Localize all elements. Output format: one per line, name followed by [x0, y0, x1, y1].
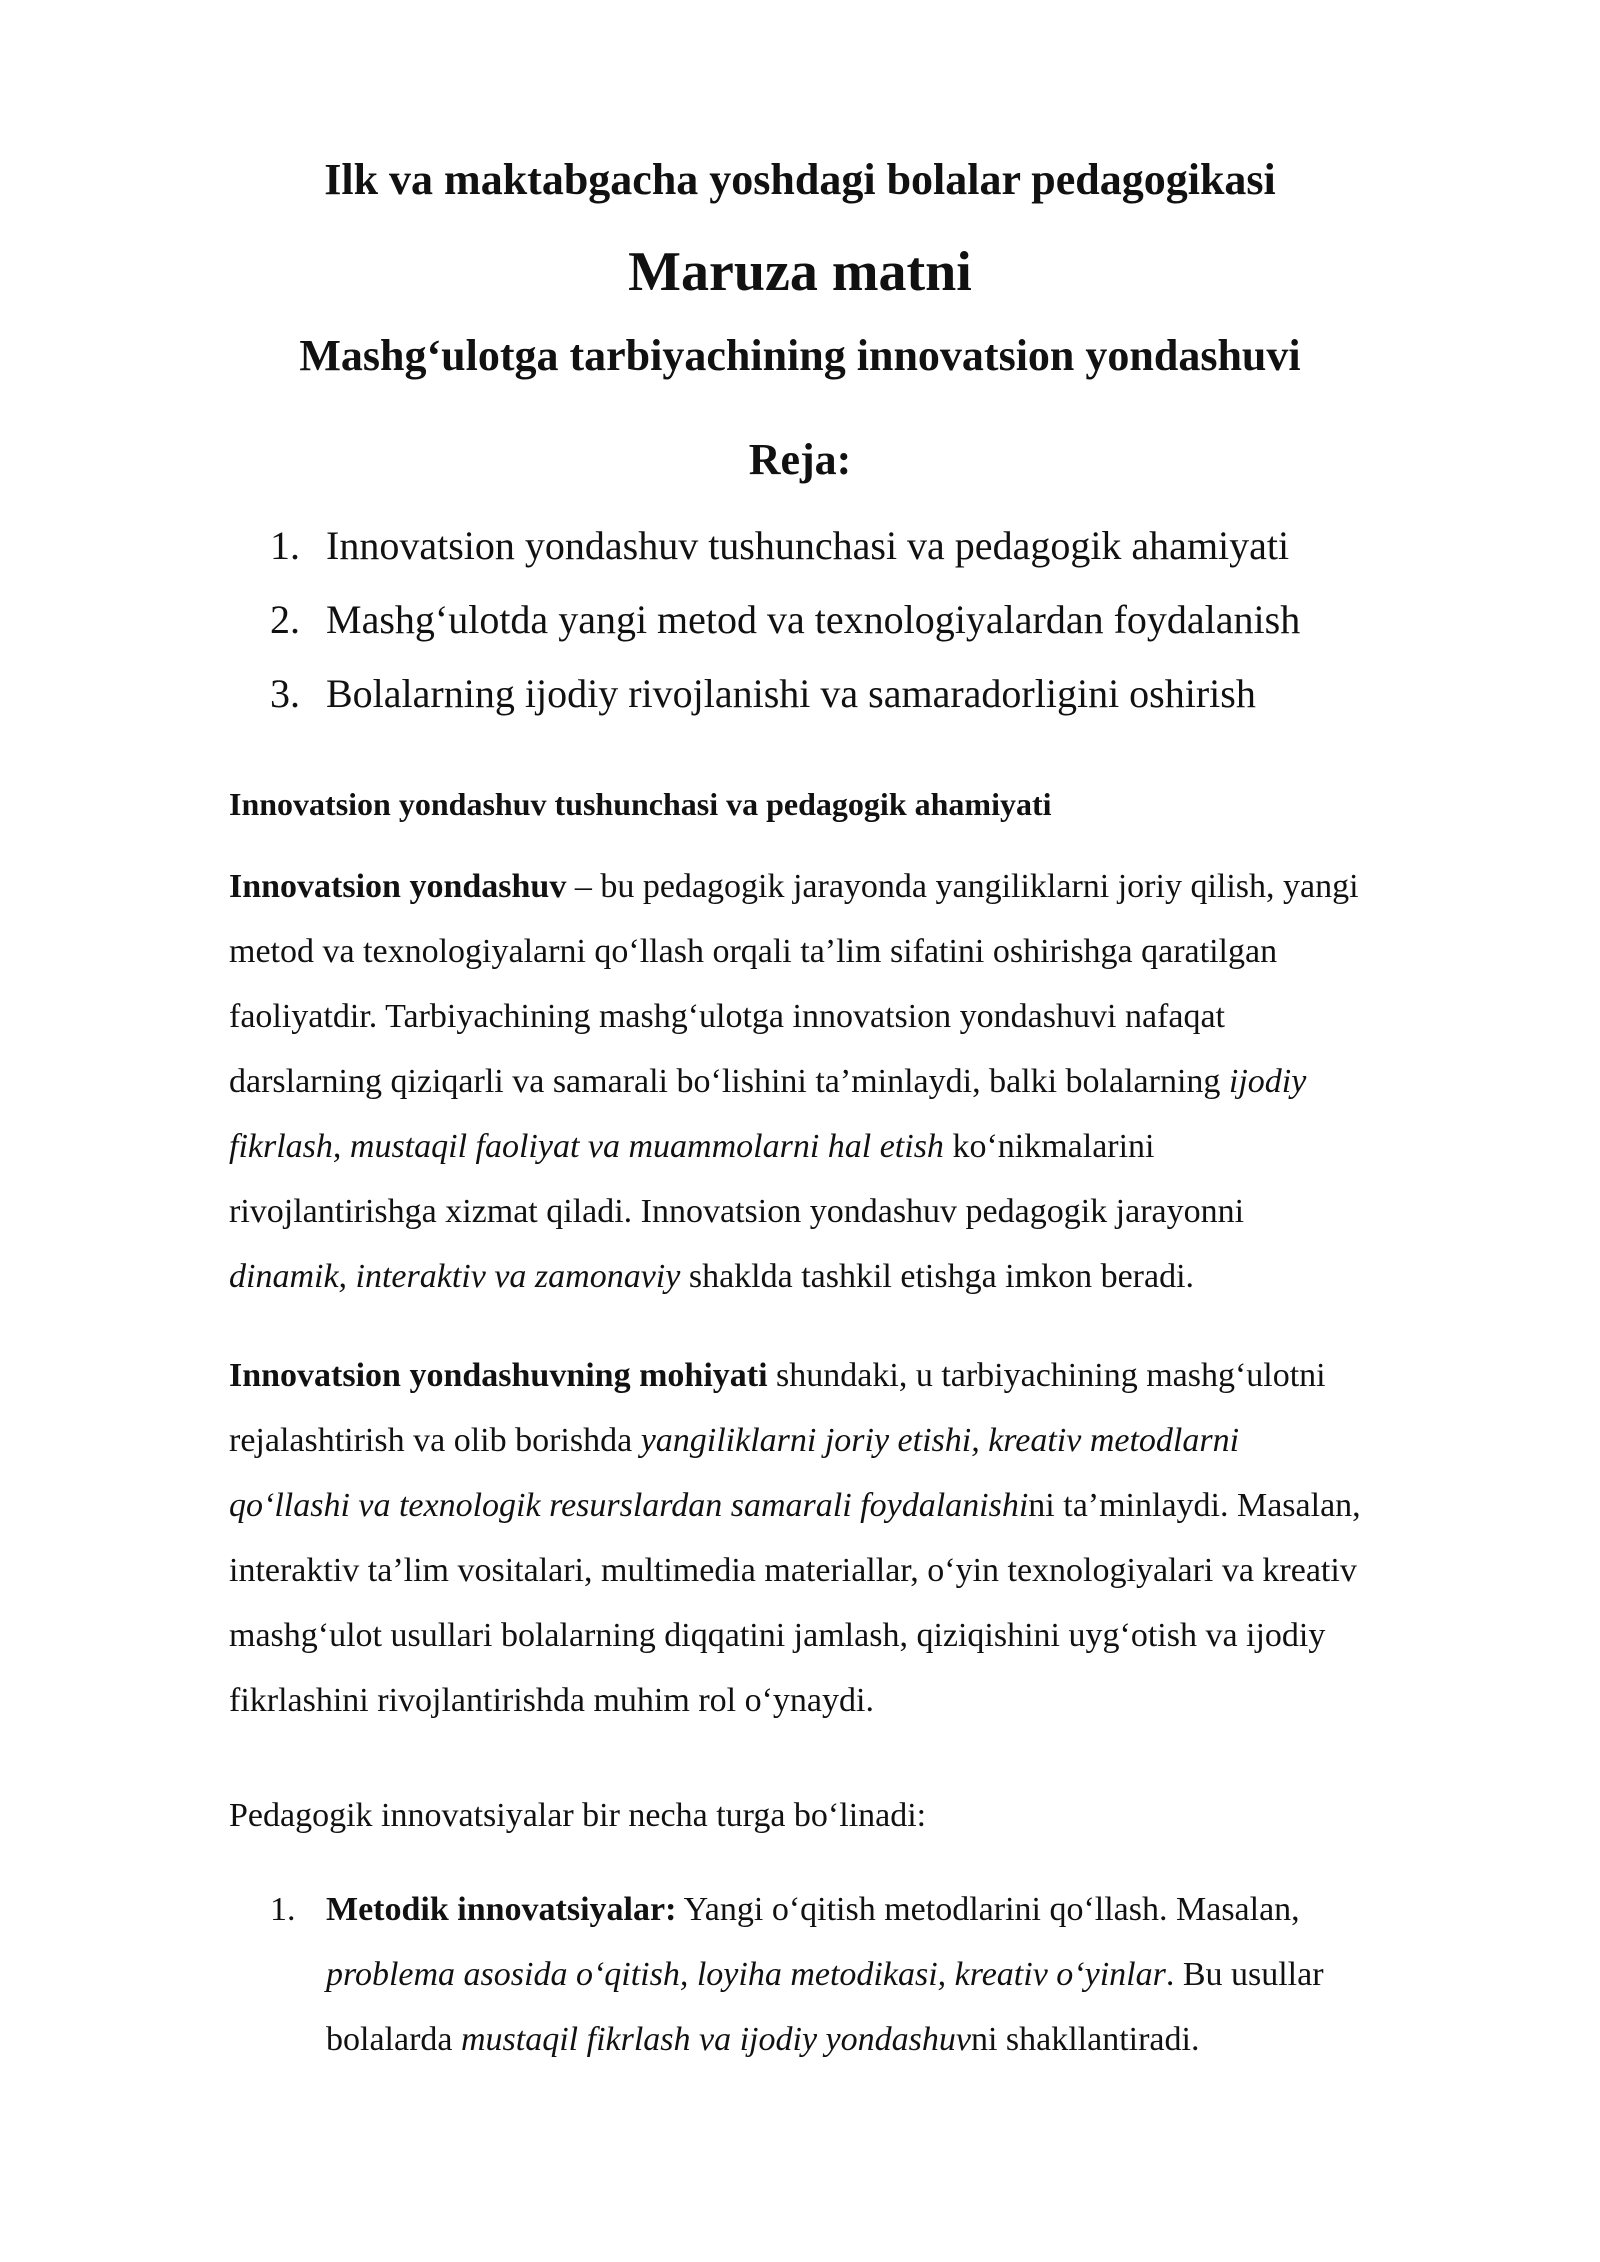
plan-item-number: 1.	[270, 523, 300, 568]
paragraph-essence	[229, 1343, 1519, 1733]
text-span: . Bu usullar	[1165, 1956, 1324, 1993]
text-line: interaktiv ta’lim vositalari, multimedia materiallar, o‘yin texnologiyalari va kreativ	[229, 1552, 1357, 1589]
list-item-line	[270, 1877, 1520, 1942]
text-line: faoliyatdir. Tarbiyachining mashg‘ulotga innovatsion yondashuvi nafaqat	[229, 998, 1225, 1035]
bold-term: Innovatsion yondashuv	[229, 868, 567, 905]
text-line: mashg‘ulot usullari bolalarning diqqatini jamlash, qiziqishini uyg‘otish va ijodiy	[229, 1617, 1326, 1654]
text-span: Yangi o‘qitish metodlarini qo‘llash. Masalan,	[676, 1891, 1300, 1928]
innovation-types-list	[270, 1877, 1520, 2072]
plan-item-number: 2.	[270, 597, 300, 642]
plan-item-text: Mashg‘ulotda yangi metod va texnologiyalardan foydalanish	[326, 597, 1301, 642]
subject-title: Ilk va maktabgacha yoshdagi bolalar pedagogikasi	[324, 155, 1276, 204]
text-span: ni shakllantiradi.	[970, 2021, 1200, 2058]
text-line	[229, 1473, 1519, 1538]
italic-span: mustaqil fikrlash va ijodiy yondashuv	[461, 2021, 971, 2058]
section-heading: Innovatsion yondashuv tushunchasi va pedagogik ahamiyati	[229, 786, 1052, 822]
text-span: bolalarda	[326, 2021, 461, 2058]
text-line: Pedagogik innovatsiyalar bir necha turga bo‘linadi:	[229, 1797, 927, 1834]
text-span: rejalashtirish va olib borishda	[229, 1422, 641, 1459]
text-span: ko‘nikmalarini	[943, 1128, 1155, 1165]
text-line	[229, 1408, 1519, 1473]
plan-item	[270, 590, 1450, 664]
topic-title: Mashg‘ulotga tarbiyachining innovatsion yondashuvi	[299, 331, 1301, 380]
text-span: – bu pedagogik jarayonda yangiliklarni joriy qilish, yangi	[566, 868, 1359, 905]
bold-term: Innovatsion yondashuvning mohiyati	[229, 1357, 768, 1394]
plan-item-number: 3.	[270, 671, 300, 716]
text-span: ni ta’minlaydi. Masalan,	[1028, 1487, 1361, 1524]
plan-list	[270, 516, 1450, 738]
list-item-line	[270, 1942, 1520, 2007]
text-line	[229, 1114, 1519, 1179]
italic-span: problema asosida o‘qitish, loyiha metodikasi, kreativ o‘yinlar	[326, 1956, 1166, 1993]
document-type-title: Maruza matni	[628, 241, 972, 303]
plan-item	[270, 516, 1450, 590]
text-line: rivojlantirishga xizmat qiladi. Innovatsion yondashuv pedagogik jarayonni	[229, 1193, 1245, 1230]
text-span: shaklda tashkil etishga imkon beradi.	[680, 1258, 1195, 1295]
paragraph-definition	[229, 854, 1519, 1309]
text-line	[229, 1049, 1519, 1114]
text-line	[229, 854, 1519, 919]
list-item-number: 1.	[270, 1891, 296, 1928]
text-line: fikrlashini rivojlantirishda muhim rol o‘ynaydi.	[229, 1682, 874, 1719]
plan-item-text: Bolalarning ijodiy rivojlanishi va samaradorligini oshirish	[326, 671, 1256, 716]
plan-label: Reja:	[748, 435, 852, 484]
plan-item	[270, 664, 1450, 738]
text-line: metod va texnologiyalarni qo‘llash orqali ta’lim sifatini oshirishga qaratilgan	[229, 933, 1278, 970]
text-line	[229, 1244, 1519, 1309]
italic-span: ijodiy	[1228, 1063, 1307, 1100]
italic-span: dinamik, interaktiv va zamonaviy	[229, 1258, 681, 1295]
paragraph-types-intro	[229, 1783, 1519, 1848]
list-item-line	[270, 2007, 1520, 2072]
bold-term: Metodik innovatsiyalar:	[326, 1891, 677, 1928]
text-line	[229, 1343, 1519, 1408]
text-span: darslarning qiziqarli va samarali bo‘lishini ta’minlaydi, balki bolalarning	[229, 1063, 1229, 1100]
plan-item-text: Innovatsion yondashuv tushunchasi va pedagogik ahamiyati	[326, 523, 1290, 568]
italic-span: fikrlash, mustaqil faoliyat va muammolarni hal etish	[229, 1128, 944, 1165]
text-span: shundaki, u tarbiyachining mashg‘ulotni	[767, 1357, 1326, 1394]
italic-span: yangiliklarni joriy etishi, kreativ metodlarni	[640, 1422, 1240, 1459]
italic-span: qo‘llashi va texnologik resurslardan samarali foydalanishi	[229, 1487, 1029, 1524]
